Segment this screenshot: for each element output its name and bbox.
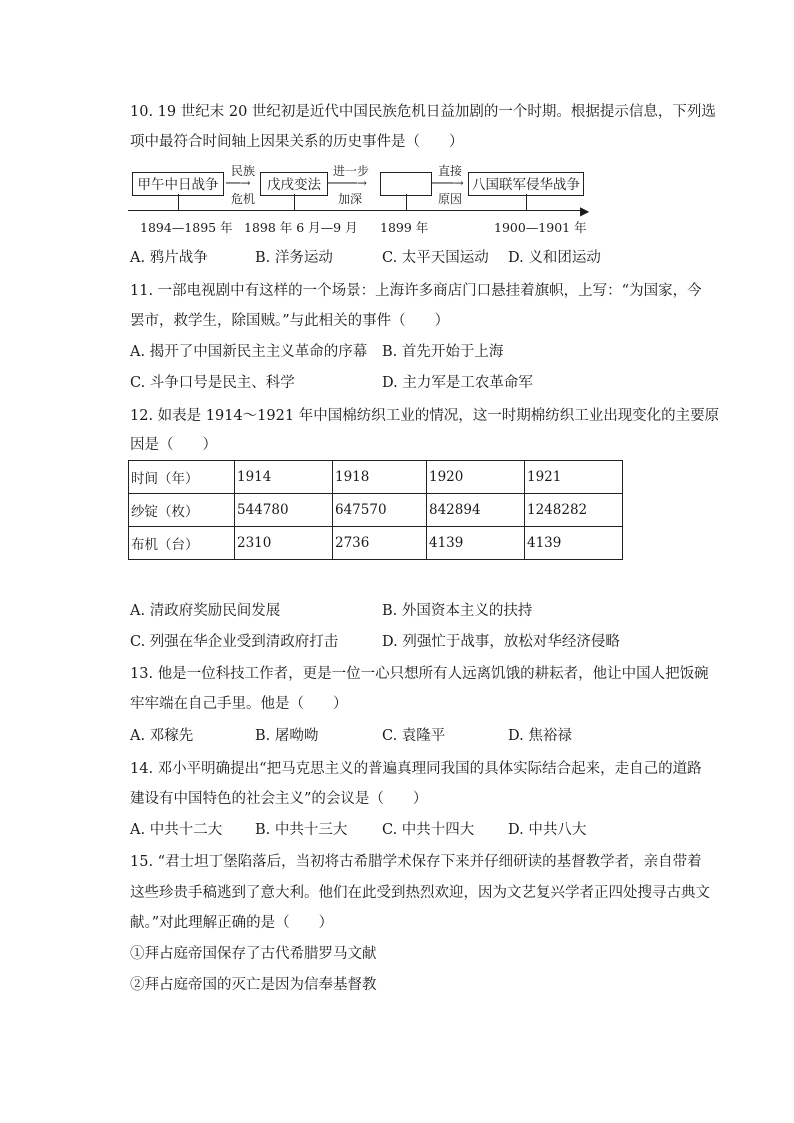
q14-stem-line1: 14. 邓小平明确提出“把马克思主义的普遍真理同我国的具体实际结合起来，走自己的道路 — [130, 761, 702, 777]
table-row — [129, 494, 623, 527]
timeline-arrow1-bottom-label: 危机 — [231, 192, 256, 206]
table-cell: 纱锭（枚） — [129, 494, 235, 527]
q11-stem-line1: 11. 一部电视剧中有这样的一个场景：上海许多商店门口悬挂着旗帜，上写：“为国家，今 — [130, 283, 702, 299]
timeline-arrow2-top-label: 进一步 — [333, 164, 370, 178]
q10-stem-line1: 10. 19 世纪末 20 世纪初是近代中国民族危机日益加剧的一个时期。根据提示信息，下列选 — [130, 104, 716, 120]
timeline-axis-arrow-icon: ▶ — [580, 204, 590, 218]
q15-stem-line3: 献。”对此理解正确的是（ ） — [130, 915, 334, 931]
q10-option-d: D. 义和团运动 — [508, 250, 601, 266]
timeline-box-wuxu-reform: 戊戌变法 — [260, 172, 328, 196]
table-cell: 1920 — [427, 461, 525, 494]
table-cell: 1248282 — [525, 494, 623, 527]
q13-stem-line2: 牢牢端在自己手里。他是（ ） — [130, 696, 348, 712]
table-cell: 647570 — [333, 494, 427, 527]
q14-option-d: D. 中共八大 — [508, 822, 587, 838]
q10-stem-line2: 项中最符合时间轴上因果关系的历史事件是（ ） — [130, 134, 464, 150]
table-cell: 2310 — [235, 527, 333, 560]
table-cell: 1921 — [525, 461, 623, 494]
q10-option-b: B. 洋务运动 — [255, 250, 333, 266]
q15-stem-line2: 这些珍贵手稿逃到了意大利。他们在此受到热烈欢迎，因为文艺复兴学者正四处搜寻古典文 — [130, 885, 710, 901]
q14-option-c: C. 中共十四大 — [382, 822, 475, 838]
q11-option-b: B. 首先开始于上海 — [382, 344, 504, 360]
table-cell: 1918 — [333, 461, 427, 494]
timeline-axis — [128, 210, 580, 211]
table-cell: 842894 — [427, 494, 525, 527]
q15-statement-2: ②拜占庭帝国的灭亡是因为信奉基督教 — [130, 977, 377, 993]
q10-timeline-diagram — [128, 162, 598, 242]
q11-option-a: A. 揭开了中国新民主主义革命的序幕 — [130, 344, 368, 360]
q14-option-b: B. 中共十三大 — [255, 822, 348, 838]
table-cell: 4139 — [427, 527, 525, 560]
timeline-tick-4 — [526, 194, 527, 210]
table-cell: 时间（年） — [129, 461, 235, 494]
q12-cotton-industry-table — [128, 460, 623, 560]
table-cell: 1914 — [235, 461, 333, 494]
q12-option-d: D. 列强忙于战事，放松对华经济侵略 — [382, 634, 620, 650]
timeline-tick-3 — [406, 194, 407, 210]
timeline-tick-2 — [294, 194, 295, 210]
q11-option-c: C. 斗争口号是民主、科学 — [130, 375, 295, 391]
timeline-arrow1-top-label: 民族 — [231, 164, 256, 178]
timeline-box-eight-nation-war: 八国联军侵华战争 — [468, 172, 584, 196]
q14-stem-line2: 建设有中国特色的社会主义”的会议是（ ） — [130, 791, 428, 807]
timeline-arrow2-bottom-label: 加深 — [338, 192, 363, 206]
table-row — [129, 461, 623, 494]
timeline-box-jiawu-war: 甲午中日战争 — [132, 172, 224, 196]
timeline-date-2: 1898 年 6 月—9 月 — [244, 220, 358, 235]
q12-option-c: C. 列强在华企业受到清政府打击 — [130, 634, 339, 650]
q11-option-d: D. 主力军是工农革命军 — [382, 375, 533, 391]
q12-option-b: B. 外国资本主义的扶持 — [382, 603, 533, 619]
table-cell: 4139 — [525, 527, 623, 560]
q14-option-a: A. 中共十二大 — [130, 822, 223, 838]
timeline-arrow2: ────→ — [328, 176, 367, 190]
q13-option-b: B. 屠呦呦 — [255, 728, 319, 744]
timeline-date-4: 1900—1901 年 — [494, 220, 587, 235]
timeline-arrow1: ──→ — [226, 176, 251, 190]
timeline-arrow3-bottom-label: 原因 — [438, 192, 463, 206]
timeline-date-1: 1894—1895 年 — [140, 220, 233, 235]
timeline-box-blank — [380, 172, 432, 196]
q13-option-d: D. 焦裕禄 — [508, 728, 572, 744]
q12-stem-line1: 12. 如表是 1914～1921 年中国棉纺织工业的情况，这一时期棉纺织工业出现变化的主要原 — [130, 408, 720, 424]
q11-stem-line2: 罢市，救学生，除国贼。”与此相关的事件（ ） — [130, 313, 450, 329]
q13-option-a: A. 邓稼先 — [130, 728, 194, 744]
q12-stem-line2: 因是（ ） — [130, 437, 217, 453]
table-cell: 2736 — [333, 527, 427, 560]
q10-option-c: C. 太平天国运动 — [382, 250, 489, 266]
table-cell: 布机（台） — [129, 527, 235, 560]
table-row — [129, 527, 623, 560]
table-cell: 544780 — [235, 494, 333, 527]
q12-option-a: A. 清政府奖励民间发展 — [130, 603, 281, 619]
timeline-tick-1 — [178, 194, 179, 210]
q15-stem-line1: 15. “君士坦丁堡陷落后，当初将古希腊学术保存下来并仔细研读的基督教学者，亲自带着 — [130, 854, 702, 870]
q10-option-a: A. 鸦片战争 — [130, 250, 208, 266]
timeline-arrow3: ───→ — [432, 176, 464, 190]
timeline-arrow3-top-label: 直接 — [438, 164, 463, 178]
timeline-date-3: 1899 年 — [380, 220, 429, 235]
q13-stem-line1: 13. 他是一位科技工作者，更是一位一心只想所有人远离饥饿的耕耘者，他让中国人把饭碗 — [130, 666, 709, 682]
q15-statement-1: ①拜占庭帝国保存了古代希腊罗马文献 — [130, 946, 377, 962]
q13-option-c: C. 袁隆平 — [382, 728, 446, 744]
